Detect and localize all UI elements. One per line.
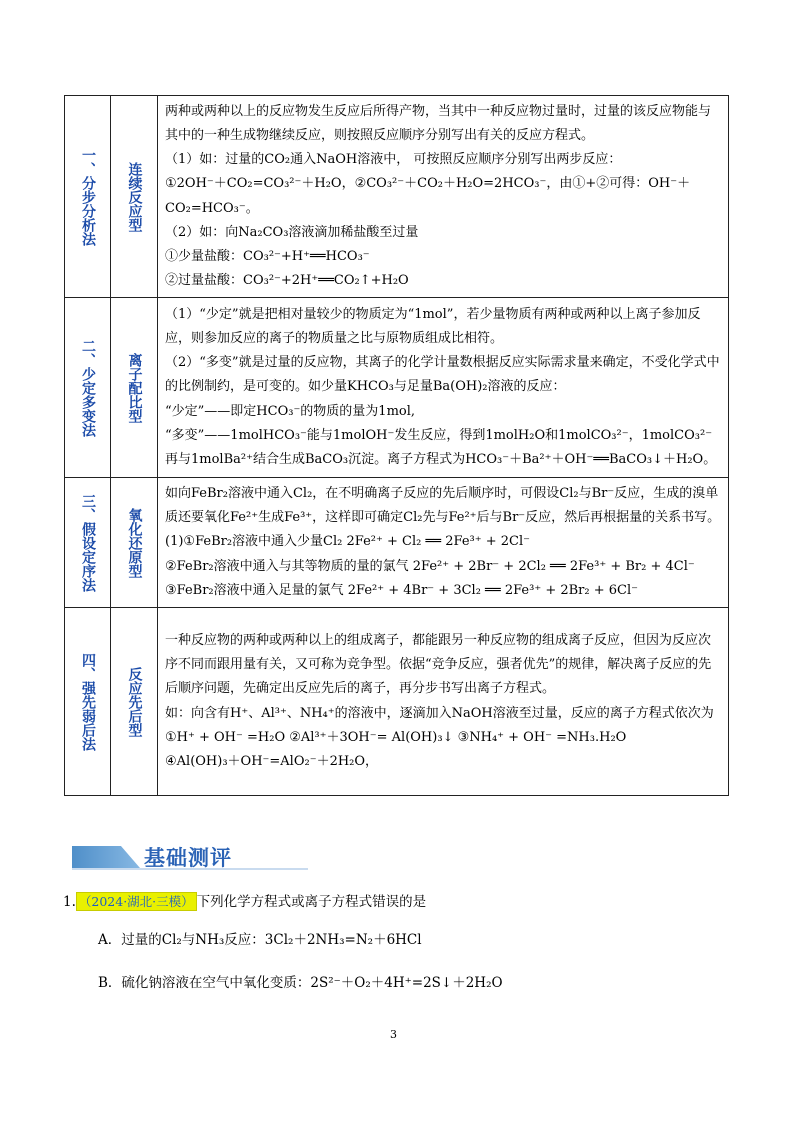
page-number: 3 (390, 1028, 397, 1041)
row-text: 如：向含有H⁺、Al³⁺、NH₄⁺的溶液中，逐滴加入NaOH溶液至过量，反应的离子方程式依次为 (165, 705, 714, 721)
option-a: A．过量的Cl₂与NH₃反应：3Cl₂＋2NH₃=N₂＋6HCl (98, 932, 422, 948)
table-row (65, 96, 729, 298)
type-label: 连续反应型 (126, 161, 143, 232)
banner-decoration (72, 846, 140, 868)
row-text: ②FeBr₂溶液中通入与其等物质的量的氯气 2Fe²⁺ + 2Br⁻ + 2Cl₂ ══ 2Fe³⁺ + Br₂ + 4Cl⁻ (165, 558, 695, 574)
source-tag[interactable]: （2024·湖北·三模） (76, 892, 197, 911)
row-text: “少定”——即定HCO₃⁻的物质的量为1mol, (165, 403, 416, 419)
row-text: ②过量盐酸：CO₃²⁻+2H⁺══CO₂↑+H₂O (165, 273, 409, 289)
row-text: （1）如：过量的CO₂通入NaOH溶液中， 可按照反应顺序分别写出两步反应： (165, 152, 622, 168)
row-text: “多变”——1molHCO₃⁻能与1molOH⁻发生反应，得到1molH₂O和1molCO₃²⁻，1molCO₃²⁻再与1molBa²⁺结合生成BaCO₃沉淀。离子方程式为HCO₃⁻＋Ba²⁺＋OH⁻══BaCO₃↓＋H₂O。 (165, 427, 717, 467)
row-text: ③FeBr₂溶液中通入足量的氯气 2Fe²⁺ + 4Br⁻ + 3Cl₂ ══ 2Fe³⁺ + 2Br₂ + 6Cl⁻ (165, 582, 638, 598)
row-text: 如向FeBr₂溶液中通入Cl₂，在不明确离子反应的先后顺序时，可假设Cl₂与Br⁻反应，生成的溴单质还要氧化Fe²⁺生成Fe³⁺，这样即可确定Cl₂先与Fe²⁺后与Br⁻反应，然后再根据量的关系书写。 (165, 485, 721, 526)
question-stem (63, 892, 426, 912)
type-label: 反应先后型 (126, 666, 143, 737)
method-label: 四、强先弱后法 (80, 652, 96, 751)
method-label: 二、少定多变法 (80, 338, 96, 437)
row-text: ①2OH⁻＋CO₂=CO₃²⁻＋H₂O，②CO₃²⁻＋CO₂＋H₂O=2HCO₃⁻，由①+②可得：OH⁻＋CO₂=HCO₃⁻。 (165, 176, 691, 216)
row-text: （2）如：向Na₂CO₃溶液滴加稀盐酸至过量 (165, 224, 419, 240)
row-text: ①少量盐酸：CO₃²⁻+H⁺══HCO₃⁻ (165, 248, 370, 264)
question-number: 1. (63, 894, 76, 910)
row-text: ①H⁺ + OH⁻ =H₂O ②Al³⁺＋3OH⁻= Al(OH)₃↓ ③NH₄⁺ + OH⁻ =NH₃.H₂O (165, 729, 627, 745)
table-row (65, 608, 729, 796)
row-text: (1)①FeBr₂溶液中通入少量Cl₂ 2Fe²⁺ + Cl₂ ══ 2Fe³⁺ + 2Cl⁻ (165, 534, 530, 550)
option-b: B．硫化钠溶液在空气中氧化变质：2S²⁻＋O₂＋4H⁺=2S↓＋2H₂O (98, 975, 503, 991)
row-text: 一种反应物的两种或两种以上的组成离子，都能跟另一种反应物的组成离子反应，但因为反应次序不同而跟用量有关，又可称为竞争型。依据“竞争反应，强者优先”的规律，解决离子反应的先后顺序问题，先确定出反应先后的离子，再分步书写出离子方程式。 (165, 632, 712, 697)
row-text: 两种或两种以上的反应物发生反应后所得产物，当其中一种反应物过量时，过量的该反应物能与其中的一种生成物继续反应，则按照反应顺序分别写出有关的反应方程式。 (165, 103, 712, 143)
table-row (65, 478, 729, 608)
method-label: 一、分步分析法 (80, 147, 96, 246)
method-label: 三、假设定序法 (80, 493, 96, 592)
type-label: 离子配比型 (126, 352, 143, 423)
section-banner (72, 840, 308, 874)
table-row (65, 298, 729, 478)
methods-table (64, 95, 729, 796)
question-text: 下列化学方程式或离子方程式错误的是 (196, 894, 427, 910)
section-title: 基础测评 (144, 846, 232, 870)
row-text: ④Al(OH)₃＋OH⁻=AlO₂⁻＋2H₂O， (165, 753, 379, 769)
row-text: （2）“多变”就是过量的反应物，其离子的化学计量数根据反应实际需求量来确定，不受化学式中的比例制约，是可变的。如少量KHCO₃与足量Ba(OH)₂溶液的反应： (165, 355, 720, 395)
type-label: 氧化还原型 (126, 507, 143, 578)
row-text: （1）“少定”就是把相对量较少的物质定为“1mol”，若少量物质有两种或两种以上离子参加反应，则参加反应的离子的物质量之比与原物质组成比相符。 (165, 306, 701, 346)
